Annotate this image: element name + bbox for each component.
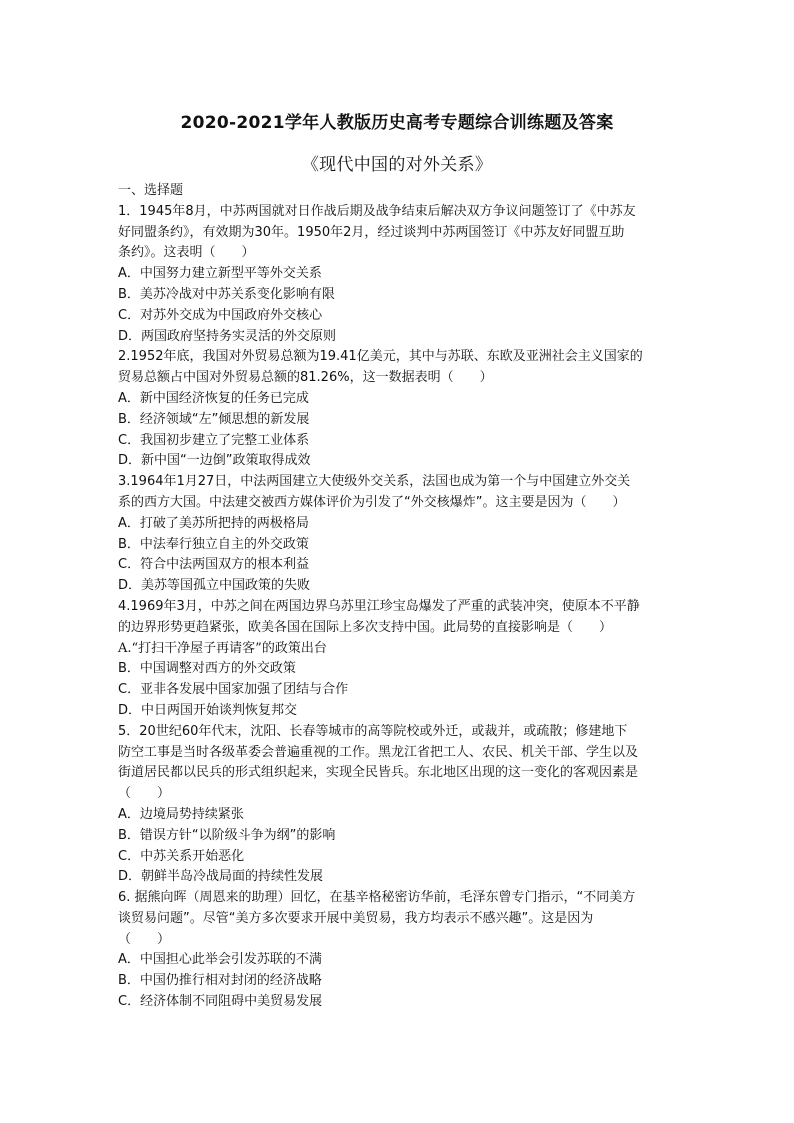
question-list xyxy=(118,181,678,1013)
page-subtitle: 《现代中国的对外关系》 xyxy=(301,155,493,175)
question-text: 贸易总额占中国对外贸易总额的81.26%，这一数据表明（ ） xyxy=(118,370,493,386)
question-text: （ ） xyxy=(118,931,171,947)
option-d: D．新中国“一边倒”政策取得成效 xyxy=(118,453,311,469)
question-5 xyxy=(118,722,678,888)
question-1 xyxy=(118,202,678,348)
option-d: D．美苏等国孤立中国政策的失败 xyxy=(118,578,311,594)
option-a: A．打破了美苏所把持的两极格局 xyxy=(118,515,309,531)
option-b: B．美苏冷战对中苏关系变化影响有限 xyxy=(118,286,335,302)
page-title: 2020-2021学年人教版历史高考专题综合训练题及答案 xyxy=(180,113,614,133)
question-text: 条约》。这表明（ ） xyxy=(118,245,255,261)
option-a: A．中国努力建立新型平等外交关系 xyxy=(118,266,322,282)
option-c: C．我国初步建立了完整工业体系 xyxy=(118,432,310,448)
option-a: A．新中国经济恢复的任务已完成 xyxy=(118,390,309,406)
section-heading: 一、选择题 xyxy=(118,183,184,198)
option-b: B．中法奉行独立自主的外交政策 xyxy=(118,536,309,552)
option-a: A．边境局势持续紧张 xyxy=(118,806,244,822)
question-4 xyxy=(118,597,678,722)
option-b: B．经济领域“左”倾思想的新发展 xyxy=(118,411,310,427)
option-d: D．两国政府坚持务实灵活的外交原则 xyxy=(118,328,337,344)
question-text: 3.1964年1月27日，中法两国建立大使级外交关系，法国也成为第一个与中国建立外交关 xyxy=(118,474,631,490)
question-text: 2.1952年底，我国对外贸易总额为19.41亿美元，其中与苏联、东欧及亚洲社会主义国家的 xyxy=(118,349,643,365)
option-c: C．中苏关系开始恶化 xyxy=(118,848,245,864)
option-d: D．朝鲜半岛冷战局面的持续性发展 xyxy=(118,869,324,885)
option-c: C．亚非各发展中国家加强了团结与合作 xyxy=(118,682,349,698)
question-text: 谈贸易问题”。尽管“美方多次要求开展中美贸易，我方均表示不感兴趣”。这是因为 xyxy=(118,910,594,926)
question-6 xyxy=(118,888,678,1013)
option-c: C．对苏外交成为中国政府外交核心 xyxy=(118,307,323,323)
question-text: 系的西方大国。中法建交被西方媒体评价为引发了“外交核爆炸”。这主要是因为（ ） xyxy=(118,494,626,510)
question-text: 6. 据熊向晖（周恩来的助理）回忆，在基辛格秘密访华前，毛泽东曾专门指示，“不同美方 xyxy=(118,890,636,906)
question-text: 5．20世纪60年代末，沈阳、长春等城市的高等院校或外迁，或裁并，或疏散；修建地下 xyxy=(118,723,628,739)
question-text: 1．1945年8月，中苏两国就对日作战后期及战争结束后解决双方争议问题签订了《中苏友 xyxy=(118,203,636,219)
question-2 xyxy=(118,347,678,472)
question-text: 的边界形势更趋紧张，欧美各国在国际上多次支持中国。此局势的直接影响是（ ） xyxy=(118,619,613,635)
option-d: D．中日两国开始谈判恢复邦交 xyxy=(118,702,298,718)
option-c: C．经济体制不同阻碍中美贸易发展 xyxy=(118,994,323,1010)
question-text: 防空工事是当时各级革委会普遍重视的工作。黑龙江省把工人、农民、机关干部、学生以及 xyxy=(118,744,639,760)
option-b: B．中国仍推行相对封闭的经济战略 xyxy=(118,973,322,989)
question-text: 4.1969年3月，中苏之间在两国边界乌苏里江珍宝岛爆发了严重的武装冲突，使原本不平静 xyxy=(118,598,640,614)
question-text: 街道居民都以民兵的形式组织起来，实现全民皆兵。东北地区出现的这一变化的客观因素是 xyxy=(118,765,639,781)
option-b: B．中国调整对西方的外交政策 xyxy=(118,661,296,677)
option-c: C．符合中法两国双方的根本利益 xyxy=(118,557,310,573)
question-text: （ ） xyxy=(118,786,171,802)
option-a: A．中国担心此举会引发苏联的不满 xyxy=(118,952,322,968)
option-a: A.“打扫干净屋子再请客”的政策出台 xyxy=(118,640,327,656)
option-b: B．错误方针“以阶级斗争为纲”的影响 xyxy=(118,827,336,843)
question-3 xyxy=(118,472,678,597)
question-text: 好同盟条约》，有效期为30年。1950年2月，经过谈判中苏两国签订《中苏友好同盟互助 xyxy=(118,224,625,240)
